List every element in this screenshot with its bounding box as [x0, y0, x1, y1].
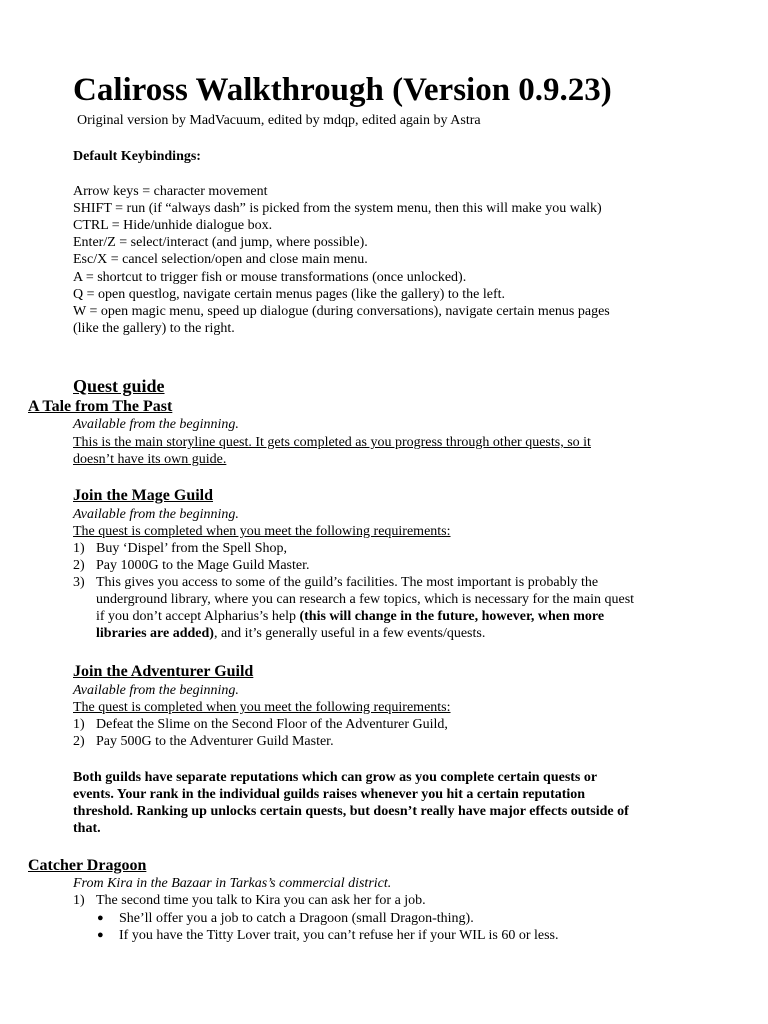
bullet-icon: ●	[97, 929, 104, 941]
keybinding-line: (like the gallery) to the right.	[73, 321, 235, 336]
document-subtitle: Original version by MadVacuum, edited by mdqp, edited again by Astra	[77, 113, 481, 128]
quest-title-adventurer-guild: Join the Adventurer Guild	[73, 663, 254, 680]
mage-guild-steps	[73, 540, 635, 642]
catcher-dragoon-steps	[73, 892, 426, 909]
step-number: 2)	[73, 558, 85, 573]
quest-availability: Available from the beginning.	[73, 507, 239, 522]
keybinding-line: CTRL = Hide/unhide dialogue box.	[73, 218, 273, 233]
keybinding-line: Arrow keys = character movement	[73, 184, 268, 199]
list-item	[97, 927, 559, 944]
step-text-bold: (this will change in the future, however, when more	[299, 609, 605, 624]
quest-source: From Kira in the Bazaar in Tarkas’s commercial district.	[73, 876, 392, 891]
quest-description: This is the main storyline quest. It gets completed as you progress through other quests, so it	[73, 435, 591, 450]
step-text: underground library, where you can research a few topics, which is necessary for the main quest	[96, 592, 635, 607]
list-item	[73, 540, 634, 557]
keybinding-line: W = open magic menu, speed up dialogue (during conversations), navigate certain menus pages	[73, 304, 610, 319]
guild-note-line: events. Your rank in the individual guilds raises whenever you hit a certain reputation	[73, 787, 586, 802]
step-text: , and it’s generally useful in a few events/quests.	[213, 626, 486, 641]
step-text: Buy ‘Dispel’ from the Spell Shop,	[96, 541, 288, 556]
step-text-bold: libraries are added)	[96, 626, 214, 641]
quest-title-catcher-dragoon: Catcher Dragoon	[28, 857, 147, 874]
step-text: Pay 1000G to the Mage Guild Master.	[96, 558, 310, 573]
quest-availability: Available from the beginning.	[73, 417, 239, 432]
step-number: 1)	[73, 893, 85, 908]
bullet-text: She’ll offer you a job to catch a Dragoon (small Dragon-thing).	[119, 911, 474, 926]
guild-note-line: Both guilds have separate reputations which can grow as you complete certain quests or	[73, 770, 598, 785]
list-item	[73, 733, 448, 750]
step-text: Defeat the Slime on the Second Floor of the Adventurer Guild,	[96, 717, 448, 732]
quest-title-mage-guild: Join the Mage Guild	[73, 487, 214, 504]
bullet-text: If you have the Titty Lover trait, you can’t refuse her if your WIL is 60 or less.	[119, 928, 559, 943]
step-number: 1)	[73, 717, 85, 732]
keybinding-line: Q = open questlog, navigate certain menus pages (like the gallery) to the left.	[73, 287, 506, 302]
keybinding-line: Enter/Z = select/interact (and jump, where possible).	[73, 235, 368, 250]
step-text: This gives you access to some of the guild’s facilities. The most important is probably the	[96, 575, 599, 590]
quest-availability: Available from the beginning.	[73, 683, 239, 698]
step-number: 2)	[73, 734, 85, 749]
list-item	[73, 557, 634, 574]
list-item	[97, 910, 558, 927]
list-item	[73, 574, 634, 591]
document-title: Caliross Walkthrough (Version 0.9.23)	[73, 72, 612, 108]
step-text: if you don’t accept Alpharius’s help	[96, 609, 300, 624]
list-item-continuation	[96, 608, 634, 625]
quest-requirements: The quest is completed when you meet the following requirements:	[73, 700, 451, 715]
keybinding-line: SHIFT = run (if “always dash” is picked from the system menu, then this will make you walk)	[73, 201, 602, 216]
guild-note-line: threshold. Ranking up unlocks certain quests, but doesn’t really have major effects outside of	[73, 804, 629, 819]
quest-title-tale: A Tale from The Past	[28, 398, 173, 415]
list-item	[73, 892, 426, 909]
keybinding-line: Esc/X = cancel selection/open and close main menu.	[73, 252, 368, 267]
guild-note-line: that.	[73, 821, 101, 836]
bullet-icon: ●	[97, 912, 104, 924]
list-item-continuation	[96, 625, 634, 642]
quest-requirements: The quest is completed when you meet the following requirements:	[73, 524, 451, 539]
keybinding-line: A = shortcut to trigger fish or mouse transformations (once unlocked).	[73, 270, 467, 285]
adventurer-guild-steps	[73, 716, 448, 750]
quest-guide-heading: Quest guide	[73, 376, 165, 396]
quest-description: doesn’t have its own guide.	[73, 452, 227, 467]
step-text: The second time you talk to Kira you can ask her for a job.	[96, 893, 426, 908]
step-number: 1)	[73, 541, 85, 556]
step-text: Pay 500G to the Adventurer Guild Master.	[96, 734, 334, 749]
step-number: 3)	[73, 575, 85, 590]
list-item	[73, 716, 448, 733]
catcher-dragoon-bullets	[97, 910, 559, 944]
keybindings-heading: Default Keybindings:	[73, 149, 201, 164]
list-item-continuation	[96, 591, 634, 608]
